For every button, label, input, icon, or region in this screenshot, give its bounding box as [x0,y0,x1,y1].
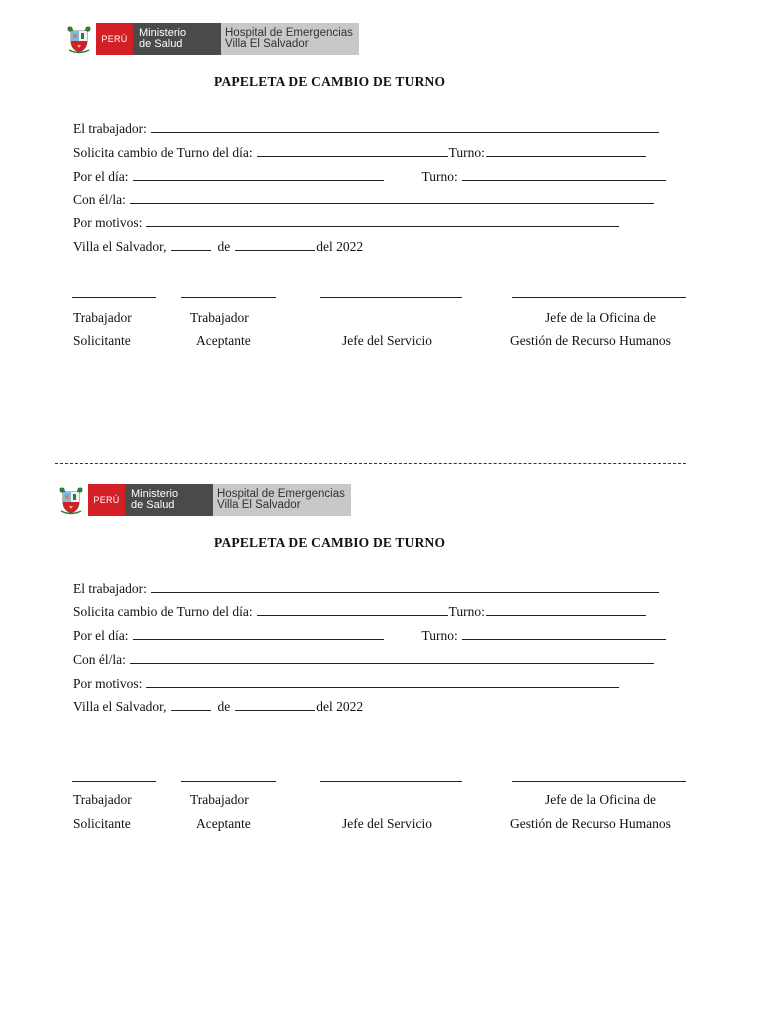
blank-dia[interactable] [171,240,211,251]
label-lugar: Villa el Salvador, [73,699,167,714]
row-solicita [73,604,647,620]
row-motivos [73,676,620,692]
label-con: Con él/la: [73,652,126,667]
blank-dia[interactable] [171,700,211,711]
sig-label-solicitante: Solicitante [73,816,131,831]
peru-coat-of-arms-icon [56,484,86,516]
sig-label-trabajador-2: Trabajador [190,310,249,325]
blank-con[interactable] [130,193,654,204]
ministerio-line1: Ministerio [139,27,187,39]
blank-turno-a[interactable] [486,605,646,616]
ministerio-line1: Ministerio [131,488,179,500]
signature-line-jefe-oficina[interactable] [512,781,686,782]
row-solicita [73,145,647,161]
ministerio-line2: de Salud [131,499,175,511]
label-solicita: Solicita cambio de Turno del día: [73,145,253,160]
label-turno-b: Turno: [421,628,458,643]
blank-motivos[interactable] [146,216,619,227]
peru-label: PERÚ [88,484,125,516]
signature-line-solicitante[interactable] [72,781,156,782]
label-solicita: Solicita cambio de Turno del día: [73,604,253,619]
sig-label-solicitante: Solicitante [73,333,131,348]
blank-motivos[interactable] [146,677,619,688]
signature-line-jefe-servicio[interactable] [320,297,462,298]
blank-turno-b[interactable] [462,170,666,181]
row-trabajador [73,581,660,597]
hospital-line2: Villa El Salvador [225,38,309,50]
label-year: del 2022 [316,699,364,714]
form-title: PAPELETA DE CAMBIO DE TURNO [214,535,446,550]
label-motivos: Por motivos: [73,676,143,691]
hospital-line1: Hospital de Emergencias [225,27,353,39]
form-title: PAPELETA DE CAMBIO DE TURNO [214,74,446,89]
blank-por-el-dia[interactable] [133,170,384,181]
blank-mes[interactable] [235,240,315,251]
header-logo [56,484,351,516]
label-trabajador: El trabajador: [73,581,147,596]
hospital-label [221,23,359,55]
signature-line-aceptante[interactable] [181,781,276,782]
sig-label-jefe-servicio: Jefe del Servicio [342,333,432,348]
blank-solicita-dia[interactable] [257,146,448,157]
ministerio-line2: de Salud [139,38,183,50]
signature-line-jefe-oficina[interactable] [512,297,686,298]
sig-label-jefe-oficina-1: Jefe de la Oficina de [545,792,656,807]
peru-coat-of-arms-icon [64,23,94,55]
blank-con[interactable] [130,653,654,664]
signature-line-aceptante[interactable] [181,297,276,298]
ministerio-label [133,23,221,55]
row-con [73,652,655,668]
label-lugar: Villa el Salvador, [73,239,167,254]
row-fecha [73,699,363,715]
hospital-label [213,484,351,516]
row-fecha [73,239,363,255]
row-por-el-dia [73,169,667,185]
label-por-el-dia: Por el día: [73,628,129,643]
label-de: de [217,699,231,714]
label-turno-a: Turno: [448,145,485,160]
header-logo [64,23,359,55]
label-turno-b: Turno: [421,169,458,184]
sig-label-jefe-servicio: Jefe del Servicio [342,816,432,831]
sig-label-jefe-oficina-2: Gestión de Recurso Humanos [510,333,671,348]
sig-label-trabajador-1: Trabajador [73,792,132,807]
label-con: Con él/la: [73,192,126,207]
signature-line-jefe-servicio[interactable] [320,781,462,782]
blank-turno-a[interactable] [486,146,646,157]
label-por-el-dia: Por el día: [73,169,129,184]
label-turno-a: Turno: [448,604,485,619]
signature-line-solicitante[interactable] [72,297,156,298]
hospital-line2: Villa El Salvador [217,499,301,511]
blank-mes[interactable] [235,700,315,711]
label-motivos: Por motivos: [73,215,143,230]
ministerio-label [125,484,213,516]
row-motivos [73,215,620,231]
row-por-el-dia [73,628,667,644]
sig-label-trabajador-2: Trabajador [190,792,249,807]
label-trabajador: El trabajador: [73,121,147,136]
label-year: del 2022 [316,239,364,254]
blank-por-el-dia[interactable] [133,629,384,640]
label-de: de [217,239,231,254]
sig-label-aceptante: Aceptante [196,816,251,831]
sig-label-aceptante: Aceptante [196,333,251,348]
hospital-line1: Hospital de Emergencias [217,488,345,500]
blank-turno-b[interactable] [462,629,666,640]
blank-trabajador[interactable] [151,122,659,133]
blank-solicita-dia[interactable] [257,605,448,616]
sig-label-jefe-oficina-2: Gestión de Recurso Humanos [510,816,671,831]
row-trabajador [73,121,660,137]
sig-label-jefe-oficina-1: Jefe de la Oficina de [545,310,656,325]
sig-label-trabajador-1: Trabajador [73,310,132,325]
peru-label: PERÚ [96,23,133,55]
blank-trabajador[interactable] [151,582,659,593]
row-con [73,192,655,208]
cut-line-divider [55,463,686,464]
